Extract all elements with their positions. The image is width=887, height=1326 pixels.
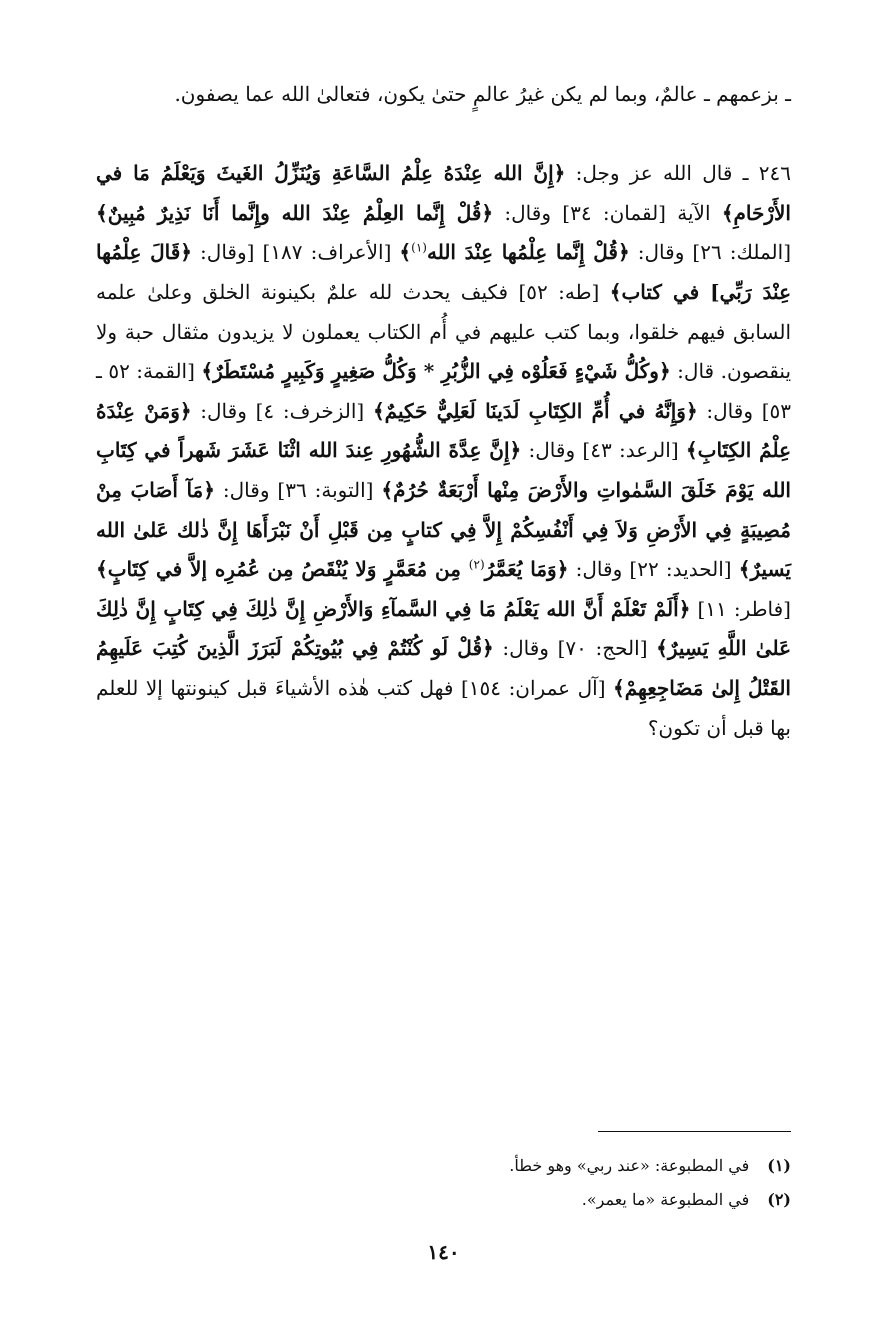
footnote-2	[96, 1183, 791, 1217]
quran-quote: ﴿قُلْ إِنَّما عِلْمُها عِنْدَ الله	[426, 240, 630, 265]
commentary-text: [آل عمران: ١٥٤] فهل كتب هٰذه الأشياءَ قبل كينونتها إلا للعلم بها قبل أن تكون؟	[96, 675, 791, 740]
quran-quote: ﴿وكُلُّ شَيْءٍ فَعَلُوْه فِي الزُّبُرِ * وَكُلُّ صَغِيرٍ وَكَبِيرٍ مُسْتَطَرٌ﴾	[201, 359, 671, 384]
quran-quote: مِن مُعَمَّرٍ وَلا يُنْقَصُ مِن عُمُرِه إلاَّ في كِتَابٍ﴾	[96, 557, 469, 582]
quran-quote: ﴿إِنَّ الله عِنْدَهُ عِلْمُ السَّاعَةِ وَيُنَزِّلُ الغَيثَ وَيَعْلَمُ مَا في الأَرْحَامِ﴾	[96, 161, 791, 225]
footnote-marker: (٢)	[468, 557, 485, 572]
main-text	[96, 75, 791, 748]
commentary-text: [الحج: ٧٠] وقال:	[493, 636, 657, 661]
commentary-text: [الرعد: ٤٣] وقال:	[521, 438, 686, 463]
footnote-divider	[598, 1131, 791, 1132]
commentary-text: [الملك: ٢٦] وقال:	[629, 240, 791, 265]
footnote-marker: (١)	[411, 240, 427, 255]
footnote-1	[96, 1149, 791, 1183]
quran-quote: ﴿وَإِنَّهُ في أُمِّ الكِتَابِ لَدَينَا لَعَلِيٌّ حَكِيمٌ﴾	[372, 398, 698, 423]
page-number: ١٤٠	[427, 1240, 460, 1264]
paragraph-gap	[96, 115, 791, 155]
quran-quote: ﴿مَآ أَصَابَ مِنْ مُصِيبَةٍ فِي الأَرْضِ وَلاَ فِي أَنْفُسِكُمْ إِلاَّ فِي كتابٍ مِن قَبْلِ أَنْ نَبْرَأَهَا إِنَّ ذٰلك عَلىٰ الله يَسيرٌ﴾	[96, 477, 791, 582]
footnote-text: في المطبوعة «ما يعمر».	[581, 1190, 750, 1209]
commentary-text: [الأعراف: ١٨٧] [وقال:	[192, 240, 400, 265]
quran-quote: ﴿أَلَمْ تَعْلَمْ أَنَّ الله يَعْلَمُ مَا فِي السَّمآءِ وَالأَرْضِ إِنَّ ذٰلِكَ فِي كِتَابٍ إِنَّ ذٰلِكَ عَلىٰ اللَّهِ يَسِيرٌ﴾	[96, 596, 792, 661]
quran-quote: ﴿قُلْ إِنَّما العِلْمُ عِنْدَ الله وإِنَّما أَنَا نَذِيرٌ مُبِينٌ﴾	[96, 200, 494, 225]
commentary-text: [فاطر: ١١]	[690, 596, 791, 621]
quran-quote: ﴿وَمَا يُعَمَّرُ	[484, 557, 569, 582]
quran-quote: ﴾	[399, 240, 412, 265]
commentary-text: [القمة: ٥٢ ـ ٥٣] وقال:	[96, 359, 791, 423]
quran-quote: ﴿وَمَنْ عِنْدَهُ عِلْمُ الكِتَابِ﴾	[96, 398, 792, 463]
intro-paragraph: ـ بزعمهم ـ عالمٌ، وبما لم يكن غيرُ عالمٍ حتىٰ يكون، فتعالىٰ الله عما يصفون.	[174, 82, 791, 106]
commentary-text: الآية [لقمان: ٣٤] وقال:	[493, 200, 722, 225]
quran-quote: ﴿قَالَ عِلْمُها عِنْدَ رَبِّي] في كتاب﴾	[96, 240, 791, 304]
commentary-text: [الزخرف: ٤] وقال:	[191, 398, 373, 423]
commentary-text: [الحديد: ٢٢] وقال:	[568, 557, 739, 582]
commentary-text: [التوبة: ٣٦] وقال:	[214, 477, 382, 502]
footnote-text: في المطبوعة: «عند ربي» وهو خطأ.	[509, 1156, 750, 1175]
commentary-text: [طه: ٥٢] فكيف يحدث لله علمٌ بكينونة الخلق وعلىٰ علمه السابق فيهم خلقوا، وبما كتب عليهم في أُم الكتاب يعملون لا يزيدون مثقال حبة ولا ينقصون. قال:	[96, 279, 792, 384]
commentary-text: ٢٤٦ ـ قال الله عز وجل:	[565, 161, 791, 186]
footnotes	[96, 1149, 791, 1217]
quran-quote: ﴿قُلْ لَو كُنْتُمْ فِي بُيُوتِكُمْ لَبَرَزَ الَّذِينَ كُتِبَ عَلَيهِمُ القَتْلُ إِلىٰ مَضَاجِعِهِمْ﴾	[96, 636, 791, 700]
footnote-number: (١)	[767, 1156, 791, 1175]
paragraph-246	[96, 154, 791, 748]
quran-quote: ﴿إِنَّ عِدَّةَ الشُّهُورِ عِندَ الله اثْنَا عَشَرَ شَهراً في كِتَابِ الله يَوْمَ خَلَقَ السَّمٰواتِ والأَرْضَ مِنْها أَرْبَعَةٌ حُرُمٌ﴾	[96, 438, 791, 502]
footnote-number: (٢)	[767, 1190, 791, 1209]
